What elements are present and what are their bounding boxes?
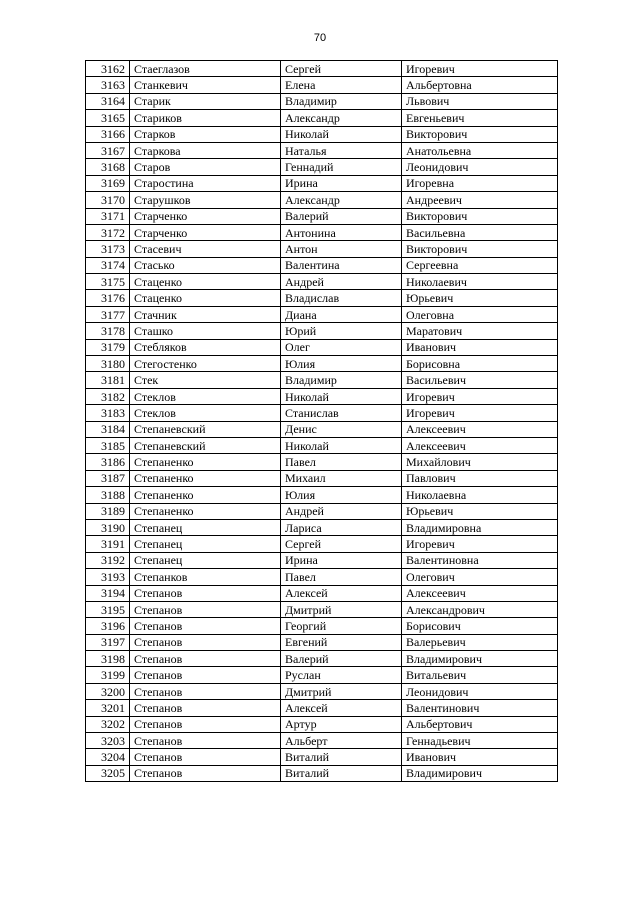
table-row	[86, 323, 558, 339]
first-name-cell: Артур	[281, 716, 402, 732]
first-name-cell: Михаил	[281, 470, 402, 486]
patronymic-cell: Геннадьевич	[402, 733, 558, 749]
row-number-cell: 3193	[86, 569, 130, 585]
last-name-cell: Степанов	[130, 749, 281, 765]
patronymic-cell: Борисовна	[402, 356, 558, 372]
last-name-cell: Стасевич	[130, 241, 281, 257]
patronymic-cell: Юрьевич	[402, 290, 558, 306]
table-row	[86, 93, 558, 109]
first-name-cell: Николай	[281, 126, 402, 142]
patronymic-cell: Борисович	[402, 618, 558, 634]
last-name-cell: Стариков	[130, 110, 281, 126]
last-name-cell: Стачник	[130, 306, 281, 322]
last-name-cell: Стегостенко	[130, 356, 281, 372]
table-row	[86, 683, 558, 699]
patronymic-cell: Владимировна	[402, 519, 558, 535]
first-name-cell: Антонина	[281, 224, 402, 240]
row-number-cell: 3189	[86, 503, 130, 519]
row-number-cell: 3169	[86, 175, 130, 191]
patronymic-cell: Михайлович	[402, 454, 558, 470]
patronymic-cell: Васильевич	[402, 372, 558, 388]
last-name-cell: Степанов	[130, 716, 281, 732]
patronymic-cell: Владимирович	[402, 651, 558, 667]
first-name-cell: Николай	[281, 388, 402, 404]
first-name-cell: Руслан	[281, 667, 402, 683]
patronymic-cell: Алексеевич	[402, 585, 558, 601]
table-row	[86, 765, 558, 781]
patronymic-cell: Александрович	[402, 601, 558, 617]
first-name-cell: Евгений	[281, 634, 402, 650]
first-name-cell: Алексей	[281, 585, 402, 601]
row-number-cell: 3168	[86, 159, 130, 175]
row-number-cell: 3198	[86, 651, 130, 667]
row-number-cell: 3184	[86, 421, 130, 437]
last-name-cell: Степанов	[130, 585, 281, 601]
patronymic-cell: Леонидович	[402, 683, 558, 699]
row-number-cell: 3199	[86, 667, 130, 683]
row-number-cell: 3177	[86, 306, 130, 322]
last-name-cell: Степаневский	[130, 421, 281, 437]
patronymic-cell: Игоревич	[402, 536, 558, 552]
table-row	[86, 192, 558, 208]
first-name-cell: Алексей	[281, 700, 402, 716]
first-name-cell: Александр	[281, 192, 402, 208]
table-row	[86, 372, 558, 388]
first-name-cell: Юрий	[281, 323, 402, 339]
patronymic-cell: Николаевна	[402, 487, 558, 503]
first-name-cell: Дмитрий	[281, 601, 402, 617]
row-number-cell: 3172	[86, 224, 130, 240]
last-name-cell: Степаненко	[130, 454, 281, 470]
row-number-cell: 3187	[86, 470, 130, 486]
table-row	[86, 536, 558, 552]
last-name-cell: Степанов	[130, 683, 281, 699]
table-row	[86, 110, 558, 126]
last-name-cell: Степаненко	[130, 470, 281, 486]
row-number-cell: 3205	[86, 765, 130, 781]
patronymic-cell: Алексеевич	[402, 437, 558, 453]
patronymic-cell: Андреевич	[402, 192, 558, 208]
row-number-cell: 3183	[86, 405, 130, 421]
table-row	[86, 601, 558, 617]
table-row	[86, 142, 558, 158]
patronymic-cell: Алексеевич	[402, 421, 558, 437]
table-row	[86, 437, 558, 453]
row-number-cell: 3196	[86, 618, 130, 634]
row-number-cell: 3182	[86, 388, 130, 404]
patronymic-cell: Васильевна	[402, 224, 558, 240]
patronymic-cell: Маратович	[402, 323, 558, 339]
patronymic-cell: Игоревна	[402, 175, 558, 191]
first-name-cell: Ирина	[281, 175, 402, 191]
table-row	[86, 585, 558, 601]
last-name-cell: Степанов	[130, 651, 281, 667]
table-row	[86, 159, 558, 175]
row-number-cell: 3164	[86, 93, 130, 109]
table-row	[86, 569, 558, 585]
first-name-cell: Лариса	[281, 519, 402, 535]
first-name-cell: Ирина	[281, 552, 402, 568]
table-row	[86, 290, 558, 306]
patronymic-cell: Игоревич	[402, 61, 558, 77]
first-name-cell: Владислав	[281, 290, 402, 306]
row-number-cell: 3195	[86, 601, 130, 617]
table-row	[86, 356, 558, 372]
patronymic-cell: Сергеевна	[402, 257, 558, 273]
patronymic-cell: Юрьевич	[402, 503, 558, 519]
first-name-cell: Виталий	[281, 765, 402, 781]
table-row	[86, 634, 558, 650]
first-name-cell: Владимир	[281, 372, 402, 388]
last-name-cell: Станкевич	[130, 77, 281, 93]
page-number: 70	[313, 32, 327, 44]
patronymic-cell: Викторович	[402, 126, 558, 142]
patronymic-cell: Анатольевна	[402, 142, 558, 158]
first-name-cell: Антон	[281, 241, 402, 257]
last-name-cell: Стаценко	[130, 290, 281, 306]
row-number-cell: 3204	[86, 749, 130, 765]
first-name-cell: Андрей	[281, 274, 402, 290]
table-row	[86, 339, 558, 355]
patronymic-cell: Иванович	[402, 339, 558, 355]
patronymic-cell: Викторович	[402, 241, 558, 257]
table-row	[86, 651, 558, 667]
patronymic-cell: Леонидович	[402, 159, 558, 175]
patronymic-cell: Львович	[402, 93, 558, 109]
patronymic-cell: Евгеньевич	[402, 110, 558, 126]
patronymic-cell: Валентиновна	[402, 552, 558, 568]
patronymic-cell: Олеговна	[402, 306, 558, 322]
last-name-cell: Степанов	[130, 733, 281, 749]
patronymic-cell: Викторович	[402, 208, 558, 224]
row-number-cell: 3186	[86, 454, 130, 470]
last-name-cell: Старик	[130, 93, 281, 109]
row-number-cell: 3185	[86, 437, 130, 453]
row-number-cell: 3190	[86, 519, 130, 535]
first-name-cell: Николай	[281, 437, 402, 453]
last-name-cell: Степанов	[130, 634, 281, 650]
last-name-cell: Стасько	[130, 257, 281, 273]
first-name-cell: Владимир	[281, 93, 402, 109]
row-number-cell: 3162	[86, 61, 130, 77]
row-number-cell: 3179	[86, 339, 130, 355]
last-name-cell: Стаценко	[130, 274, 281, 290]
first-name-cell: Валентина	[281, 257, 402, 273]
row-number-cell: 3173	[86, 241, 130, 257]
table-row	[86, 274, 558, 290]
first-name-cell: Дмитрий	[281, 683, 402, 699]
row-number-cell: 3197	[86, 634, 130, 650]
last-name-cell: Стек	[130, 372, 281, 388]
row-number-cell: 3176	[86, 290, 130, 306]
table-row	[86, 454, 558, 470]
table-row	[86, 175, 558, 191]
row-number-cell: 3201	[86, 700, 130, 716]
table-row	[86, 552, 558, 568]
first-name-cell: Виталий	[281, 749, 402, 765]
row-number-cell: 3174	[86, 257, 130, 273]
last-name-cell: Степанов	[130, 765, 281, 781]
patronymic-cell: Валерьевич	[402, 634, 558, 650]
row-number-cell: 3171	[86, 208, 130, 224]
first-name-cell: Павел	[281, 454, 402, 470]
last-name-cell: Сташко	[130, 323, 281, 339]
table-row	[86, 126, 558, 142]
patronymic-cell: Иванович	[402, 749, 558, 765]
patronymic-cell: Витальевич	[402, 667, 558, 683]
last-name-cell: Стеклов	[130, 388, 281, 404]
patronymic-cell: Альбертович	[402, 716, 558, 732]
row-number-cell: 3165	[86, 110, 130, 126]
table-row	[86, 503, 558, 519]
first-name-cell: Юлия	[281, 356, 402, 372]
table-row	[86, 208, 558, 224]
table-row	[86, 257, 558, 273]
patronymic-cell: Игоревич	[402, 405, 558, 421]
first-name-cell: Елена	[281, 77, 402, 93]
last-name-cell: Степаненко	[130, 503, 281, 519]
table-row	[86, 388, 558, 404]
last-name-cell: Стеклов	[130, 405, 281, 421]
patronymic-cell: Владимирович	[402, 765, 558, 781]
first-name-cell: Андрей	[281, 503, 402, 519]
table-row	[86, 618, 558, 634]
last-name-cell: Старченко	[130, 208, 281, 224]
table-row	[86, 77, 558, 93]
table-row	[86, 519, 558, 535]
table-row	[86, 241, 558, 257]
table-row	[86, 733, 558, 749]
last-name-cell: Старостина	[130, 175, 281, 191]
last-name-cell: Степаневский	[130, 437, 281, 453]
first-name-cell: Диана	[281, 306, 402, 322]
row-number-cell: 3167	[86, 142, 130, 158]
first-name-cell: Валерий	[281, 651, 402, 667]
first-name-cell: Валерий	[281, 208, 402, 224]
row-number-cell: 3178	[86, 323, 130, 339]
last-name-cell: Старкова	[130, 142, 281, 158]
first-name-cell: Александр	[281, 110, 402, 126]
last-name-cell: Степанков	[130, 569, 281, 585]
table-row	[86, 700, 558, 716]
last-name-cell: Степанов	[130, 667, 281, 683]
row-number-cell: 3180	[86, 356, 130, 372]
table-row	[86, 405, 558, 421]
row-number-cell: 3200	[86, 683, 130, 699]
table-row	[86, 61, 558, 77]
names-table-body	[86, 61, 558, 782]
last-name-cell: Степанец	[130, 536, 281, 552]
patronymic-cell: Олегович	[402, 569, 558, 585]
first-name-cell: Юлия	[281, 487, 402, 503]
last-name-cell: Стаеглазов	[130, 61, 281, 77]
table-row	[86, 470, 558, 486]
last-name-cell: Степанов	[130, 618, 281, 634]
row-number-cell: 3170	[86, 192, 130, 208]
patronymic-cell: Альбертовна	[402, 77, 558, 93]
last-name-cell: Старченко	[130, 224, 281, 240]
first-name-cell: Денис	[281, 421, 402, 437]
names-table	[85, 60, 558, 782]
table-row	[86, 749, 558, 765]
table-row	[86, 487, 558, 503]
row-number-cell: 3202	[86, 716, 130, 732]
table-row	[86, 224, 558, 240]
first-name-cell: Сергей	[281, 61, 402, 77]
first-name-cell: Станислав	[281, 405, 402, 421]
row-number-cell: 3194	[86, 585, 130, 601]
patronymic-cell: Игоревич	[402, 388, 558, 404]
table-row	[86, 667, 558, 683]
first-name-cell: Наталья	[281, 142, 402, 158]
table-row	[86, 306, 558, 322]
last-name-cell: Степанец	[130, 552, 281, 568]
row-number-cell: 3166	[86, 126, 130, 142]
row-number-cell: 3188	[86, 487, 130, 503]
first-name-cell: Геннадий	[281, 159, 402, 175]
patronymic-cell: Павлович	[402, 470, 558, 486]
row-number-cell: 3181	[86, 372, 130, 388]
row-number-cell: 3191	[86, 536, 130, 552]
last-name-cell: Степанов	[130, 601, 281, 617]
last-name-cell: Степанец	[130, 519, 281, 535]
last-name-cell: Стебляков	[130, 339, 281, 355]
last-name-cell: Старков	[130, 126, 281, 142]
table-row	[86, 716, 558, 732]
patronymic-cell: Николаевич	[402, 274, 558, 290]
row-number-cell: 3192	[86, 552, 130, 568]
first-name-cell: Альберт	[281, 733, 402, 749]
row-number-cell: 3175	[86, 274, 130, 290]
first-name-cell: Павел	[281, 569, 402, 585]
table-row	[86, 421, 558, 437]
last-name-cell: Старов	[130, 159, 281, 175]
last-name-cell: Степаненко	[130, 487, 281, 503]
patronymic-cell: Валентинович	[402, 700, 558, 716]
first-name-cell: Георгий	[281, 618, 402, 634]
first-name-cell: Сергей	[281, 536, 402, 552]
row-number-cell: 3163	[86, 77, 130, 93]
row-number-cell: 3203	[86, 733, 130, 749]
first-name-cell: Олег	[281, 339, 402, 355]
last-name-cell: Степанов	[130, 700, 281, 716]
last-name-cell: Старушков	[130, 192, 281, 208]
